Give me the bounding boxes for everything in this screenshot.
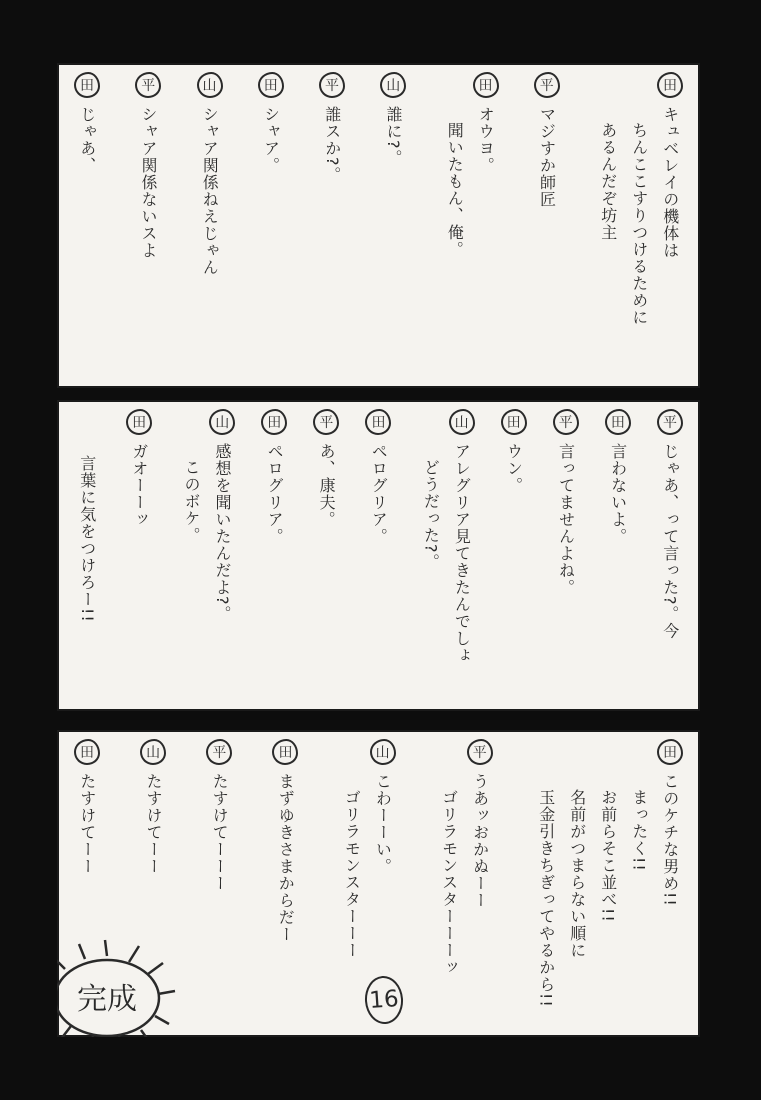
speech-text: 言ってませんよね。 bbox=[556, 443, 576, 596]
speech-text: ゴリラモンスターーーッ bbox=[439, 789, 459, 976]
speech-text: ガオーーッ bbox=[129, 443, 149, 528]
speech-line bbox=[369, 739, 397, 875]
speech-column bbox=[552, 409, 580, 702]
speech-column bbox=[500, 409, 528, 702]
speaker-badge: 田 bbox=[473, 72, 499, 98]
speaker-badge: 山 bbox=[209, 409, 235, 435]
speech-text: ちんここすりつけるために bbox=[629, 122, 649, 326]
speech-column bbox=[594, 72, 684, 379]
speech-text: こわーーい。 bbox=[373, 773, 393, 875]
speech-column bbox=[604, 409, 632, 702]
speech-line bbox=[312, 409, 340, 528]
speech-column bbox=[312, 409, 340, 702]
speaker-badge: 田 bbox=[261, 409, 287, 435]
speaker-badge: 山 bbox=[140, 739, 166, 765]
speech-text: このケチな男め!! bbox=[660, 773, 680, 907]
kansei-stamp bbox=[57, 936, 185, 1037]
speech-column bbox=[177, 409, 236, 702]
speech-line bbox=[73, 455, 101, 623]
speaker-badge: 田 bbox=[501, 409, 527, 435]
speech-line bbox=[134, 72, 162, 259]
speaker-badge: 平 bbox=[313, 409, 339, 435]
speech-column bbox=[134, 72, 162, 379]
speech-line bbox=[318, 72, 346, 184]
speech-line bbox=[552, 409, 580, 596]
speaker-badge: 平 bbox=[319, 72, 345, 98]
speech-column bbox=[532, 739, 684, 1028]
speech-line bbox=[364, 409, 392, 545]
speech-line bbox=[448, 409, 476, 664]
speech-text: うあッおかぬーー bbox=[470, 773, 490, 909]
speech-line bbox=[466, 739, 494, 909]
dialogue-columns bbox=[57, 400, 700, 711]
speech-column bbox=[533, 72, 561, 379]
speech-line bbox=[139, 739, 167, 875]
speech-line bbox=[177, 459, 205, 544]
speech-text: 玉金引きちぎってやるから!! bbox=[536, 789, 556, 1008]
speech-column bbox=[125, 409, 153, 702]
speech-line bbox=[625, 789, 653, 872]
speaker-badge: 田 bbox=[657, 72, 683, 98]
speech-column bbox=[271, 739, 299, 1028]
speech-column bbox=[417, 409, 476, 702]
speech-line bbox=[594, 789, 622, 923]
speech-line bbox=[500, 409, 528, 494]
speech-column bbox=[260, 409, 288, 702]
speech-line bbox=[379, 72, 407, 167]
speaker-badge: 山 bbox=[370, 739, 396, 765]
speaker-badge: 田 bbox=[657, 739, 683, 765]
speech-line bbox=[532, 789, 560, 1008]
speech-line bbox=[441, 122, 469, 258]
speech-text: たすけてーーー bbox=[210, 773, 230, 892]
speech-line bbox=[563, 789, 591, 959]
speech-text: シャア関係ねえじゃん bbox=[200, 106, 220, 276]
speech-column bbox=[318, 72, 346, 379]
speech-line bbox=[472, 72, 500, 174]
speech-column bbox=[196, 72, 224, 379]
dialogue-panel-top bbox=[57, 63, 700, 388]
speaker-badge: 田 bbox=[126, 409, 152, 435]
page-number-badge: 16 bbox=[363, 975, 404, 1026]
speaker-badge: 平 bbox=[657, 409, 683, 435]
speech-text: ウン。 bbox=[504, 443, 524, 494]
speech-text: 感想を聞いたんだよ?。 bbox=[212, 443, 232, 623]
speaker-badge: 田 bbox=[605, 409, 631, 435]
speech-text: アレグリア見てきたんでしょ bbox=[452, 443, 472, 664]
speech-line bbox=[435, 789, 463, 976]
speech-text: キュベレイの機体は bbox=[660, 106, 680, 259]
speech-line bbox=[125, 409, 153, 528]
speech-text: 言葉に気をつけろー!! bbox=[77, 455, 97, 623]
speaker-badge: 田 bbox=[272, 739, 298, 765]
speaker-badge: 平 bbox=[553, 409, 579, 435]
speech-column bbox=[257, 72, 285, 379]
speech-text: ペログリア。 bbox=[369, 443, 389, 545]
speech-line bbox=[625, 122, 653, 326]
speech-text: たすけてーー bbox=[77, 773, 97, 875]
speaker-badge: 平 bbox=[206, 739, 232, 765]
speech-text: 誰に?。 bbox=[384, 106, 404, 167]
speech-text: 名前がつまらない順に bbox=[567, 789, 587, 959]
speaker-badge: 山 bbox=[197, 72, 223, 98]
kansei-stamp-label: 完成 bbox=[77, 982, 137, 1017]
speech-text: シャア関係ないスよ bbox=[139, 106, 159, 259]
speech-text: まったく!! bbox=[629, 789, 649, 872]
speech-line bbox=[208, 409, 236, 623]
speech-line bbox=[196, 72, 224, 276]
speech-line bbox=[338, 789, 366, 959]
speaker-badge: 平 bbox=[467, 739, 493, 765]
speech-text: まずゆきさまからだー bbox=[276, 773, 296, 943]
speech-line bbox=[205, 739, 233, 892]
speech-text: どうだった?。 bbox=[421, 459, 441, 571]
speech-text: じゃあ、って言った?。今 bbox=[660, 443, 680, 640]
speech-column bbox=[73, 409, 101, 702]
speech-column bbox=[364, 409, 392, 702]
speech-text: じゃあ、 bbox=[77, 106, 97, 174]
speech-text: 聞いたもん、俺。 bbox=[445, 122, 465, 258]
speech-line bbox=[260, 409, 288, 545]
speech-text: ゴリラモンスターーー bbox=[342, 789, 362, 959]
speech-text: シャア。 bbox=[261, 106, 281, 174]
speaker-badge: 山 bbox=[380, 72, 406, 98]
speech-text: マジすか師匠 bbox=[537, 106, 557, 208]
speaker-badge: 田 bbox=[74, 72, 100, 98]
speech-line bbox=[271, 739, 299, 943]
speech-text: ペログリア。 bbox=[265, 443, 285, 545]
speech-text: 誰スか?。 bbox=[322, 106, 342, 184]
dialogue-panel-bottom bbox=[57, 730, 700, 1037]
speaker-badge: 田 bbox=[74, 739, 100, 765]
dialogue-panel-middle bbox=[57, 400, 700, 711]
speech-column bbox=[73, 72, 101, 379]
speech-line bbox=[656, 72, 684, 259]
speech-text: あ、康夫。 bbox=[317, 443, 337, 528]
speech-column bbox=[205, 739, 233, 1028]
speech-column bbox=[435, 739, 494, 1028]
speech-line bbox=[594, 122, 622, 241]
speech-column bbox=[656, 409, 684, 702]
speech-line bbox=[73, 739, 101, 875]
speech-text: たすけてーー bbox=[143, 773, 163, 875]
speech-text: あるんだぞ坊主 bbox=[598, 122, 618, 241]
speech-line bbox=[656, 409, 684, 640]
speech-column bbox=[379, 72, 407, 379]
speech-line bbox=[73, 72, 101, 174]
speech-text: オウヨ。 bbox=[476, 106, 496, 174]
speaker-badge: 平 bbox=[534, 72, 560, 98]
speech-line bbox=[656, 739, 684, 907]
speech-text: このボケ。 bbox=[181, 459, 201, 544]
speaker-badge: 山 bbox=[449, 409, 475, 435]
speech-line bbox=[417, 459, 445, 571]
speech-text: お前らそこ並べ!! bbox=[598, 789, 618, 923]
dialogue-columns bbox=[57, 63, 700, 388]
speech-text: 言わないよ。 bbox=[608, 443, 628, 545]
speaker-badge: 田 bbox=[258, 72, 284, 98]
speech-line bbox=[533, 72, 561, 208]
speech-line bbox=[604, 409, 632, 545]
speech-column bbox=[441, 72, 500, 379]
speaker-badge: 平 bbox=[135, 72, 161, 98]
speech-line bbox=[257, 72, 285, 174]
speaker-badge: 田 bbox=[365, 409, 391, 435]
